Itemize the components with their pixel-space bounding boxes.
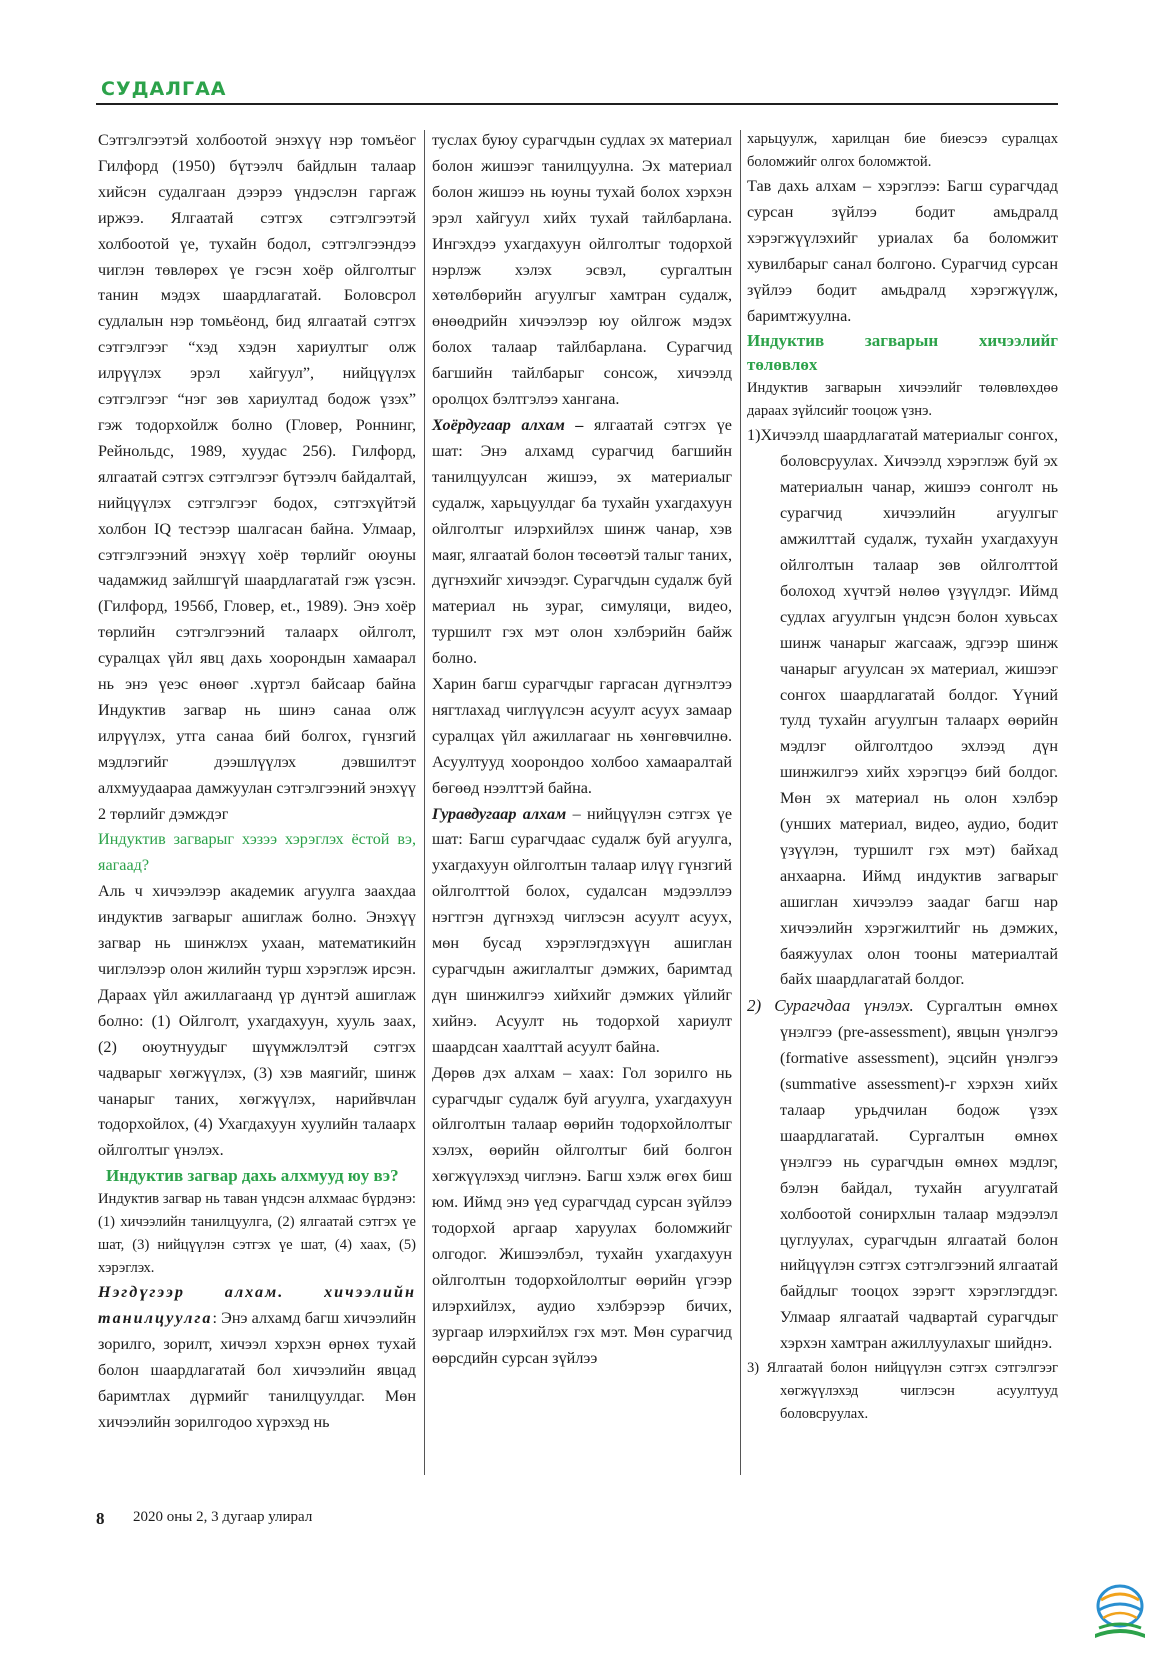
- step-title: Нэгдүгээр алхам. хичээлийн танилцуулга: [98, 1283, 416, 1328]
- header-rule: [96, 103, 1058, 105]
- paragraph: Индуктив загвар нь таван үндсэн алхмаас бүрдэнэ: (1) хичээлийн танилцуулга, (2) ялгаатай сэтгэх үе шат, (3) нийцүүлэн сэтгэх үе шат, (4) хаах, (5) хэрэглэх.: [98, 1191, 416, 1277]
- list-item: [747, 993, 1058, 1357]
- paragraph: Аль ч хичээлээр академик агуулга заахдаа индуктив загварыг ашиглаж болно. Энэхүү загвар нь шинжлэх ухаан, математикийн чиглэлээр олон жилийн турш хэрэглэж ирсэн. Дараах үйл ажиллагаанд үр дүнтэй ашиглаж болно: (1) Ойлголт, ухагдахуун, хууль заах, (2) оюутнуудыг шүүмжлэлтэй сэтгэх чадварыг хөгжүүлэх, (3) хэв маягийг, шинж чанарыг таних, хөгжүүлэх, нарийвчлан тодорхойлох, (4) Ухагдахуун хуулийн талаарх ойлголтыг үнэлэх.: [98, 882, 416, 1160]
- section-label: СУДАЛГАА: [101, 78, 227, 100]
- page-number: 8: [96, 1509, 105, 1528]
- list-item: 3) Ялгаатай болон нийцүүлэн сэтгэх сэтгэлгээг хөгжүүлэхэд чиглэсэн асуултууд боловсруулах.: [747, 1360, 1058, 1423]
- paragraph: Индуктив загварын хичээлийг төлөвлөхдөө дараах зүйлсийг тооцож үзнэ.: [747, 380, 1058, 420]
- column-divider: [424, 130, 425, 1475]
- column-3: [747, 128, 1058, 1426]
- issue-label: 2020 оны 2, 3 дугаар улирал: [133, 1509, 313, 1525]
- paragraph: [98, 1280, 416, 1435]
- paragraph: туслах буюу сурагчдын судлах эх материал болон жишээг танилцуулна. Эх материал болон жишээ нь юуны тухай болох хэрхэн эрэл хайгуул хийх тухай тайлбарлана. Ингэхдээ ухагдахуун ойлголтыг тодорхой нэрлэж хэлэх эсвэл, сургалтын хөтөлбөрийн агуулгыг хамтран судалж, өнөөдрийн хичээлээр юу ойлгож мэдэх болох талаар тайлбарлана. Сурагчид багшийн тайлбарыг сонсож, хичээлд оролцох бэлтгэлээ хангана.: [432, 131, 732, 409]
- paragraph: Сэтгэлгээтэй холбоотой энэхүү нэр томъёог Гилфорд (1950) бүтээлч байдлын талаар хийсэн судалгаан дээрээ үндэслэн гаргаж иржээ. Ялгаатай сэтгэх сэтгэлгээтэй холбоотой үе, тухайн бодол, сэтгэлгээндээ чиглэн төвлөрөх үе гэсэн хоёр ойлголтыг танин мэдэх шаардлагатай. Боловсрол судлалын нэр томьёонд, бид ялгаатай сэтгэх сэтгэлгээг “хэд хэдэн хариултыг олж илрүүлэх эрэл хайгуул”, нийцүүлэх сэтгэлгээг “нэг зөв хариултад бодож үзэх” гэж тодорхойлж болно (Гловер, Роннинг, Рейнольдс, 1989, хуудас 256). Гилфорд, ялгаатай сэтгэх сэтгэлгээг бүтээлч байдалтай, нийцүүлэх сэтгэлгээг бодох, сэтгэхүйтэй холбон IQ тестээр шалгасан байна. Улмаар, сэтгэлгээний энэхүү хоёр төрлийг оюуны чадамжид зайлшгүй шаардлагатай гэж үзсэн.(Гилфорд, 1956б, Гловер, et., 1989). Энэ хоёр төрлийн сэтгэлгээний талаарх ойлголт, суралцах үйл явц дахь хоорондын хамаарал нь энэ үеэс өнөөг .хүртэл байсаар байна Индуктив загвар нь шинэ санаа олж илрүүлэх, утга санаа бий болгох, гүнзгий мэдлэгийг дээшлүүлэх дэвшилтэт алхмуудаараа дамжуулан сэтгэлгээний энэхүү 2 төрлийг дэмждэг: [98, 131, 416, 823]
- paragraph: Тав дахь алхам – хэрэглээ: Багш сурагчдад сурсан зүйлээ бодит амьдралд хэрэгжүүлэхийг уриалах ба боломжит хувилбарыг санал болгоно. Сурагчид сурсан зүйлээ бодит амьдралд хэрэгжүүлж, баримтжуулна.: [747, 177, 1058, 325]
- step-text: – нийцүүлэн сэтгэх үе шат: Багш сурагчдаас судалж буй агуулга, ухагдахуун ойлголтын талаар илүү гүнзгий ойлголттой болох, судалсан мэдээллээ нэгтгэн дүгнэхэд чиглэсэн асуулт асуух, мөн бусад хэрэглэгдэхүүн ашиглан сурагчдын ажиглалтыг дэмжих, баримтад дүн шинжилгээ хийхийг дэмжих үйлийг хийнэ. Асуулт нь тодорхой хариулт шаардсан хаалттай асуулт байна.: [432, 804, 733, 1056]
- step-title: Гуравдугаар алхам: [432, 804, 567, 823]
- list-item: 1)Хичээлд шаардлагатай материалыг сонгох, боловсруулах. Хичээлд хэрэглэж буй эх материалын чанар, жишээ сонголт нь сурагчид хичээлийн агуулгыг амжилттай судалж, тухайн ухагдахуун ойлголтын талаар зөв ойлголттой болоход хүчтэй нөлөө үзүүлдэг. Иймд судлах агуулгын үндсэн болон хувьсах шинж чанарыг жагсааж, эдгээр шинж чанарыг агуулсан эх материал, жишээг сонгох шаардлагатай болдог. Үүний тулд тухайн агуулгын талаарх өөрийн мэдлэг ойлголтдоо эхлээд дүн шинжилгээ хийх хэрэгцээ бий болдог. Мөн эх материал нь олон хэлбэр (унших материал, видео, аудио, бодит үзүүлэн, туршилт гэх мэт) байхад анхаарна. Иймд индуктив загварыг ашиглан хичээлээ заадаг багш нар хичээлийн хэрэгжилтийг нь дэмжих, баяжуулах олон тооны материалтай байх шаардлагатай болдог.: [747, 426, 1058, 989]
- section-heading: Индуктив загвар дахь алхмууд юу вэ?: [106, 1166, 399, 1186]
- item-text: Сургалтын өмнөх үнэлгээ (pre-assessment), явцын үнэлгээ (formative assessment), эцсийн үнэлгээ (summative assessment)-г хэрхэн хийх талаар урьдчилан бодож үзэх шаардлагатай. Сургалтын өмнөх үнэлгээ нь сурагчдын өмнөх мэдлэг, бэлэн байдал, тухайн агуулгатай холбоотой сонирхлын талаар мэдээлэл цуглуулах, сурагчдын ялгаатай болон нийцүүлэн сэтгэх сэтгэлгээний ялгаатай байдлыг тооцох зэрэгт хэрэглэгддэг. Улмаар ялгаатай чадвартай сурагчдыг хэрхэн хамтран ажиллуулахыг шийднэ.: [780, 997, 1058, 1353]
- paragraph: [432, 413, 732, 672]
- step-text: : Энэ алхамд багш хичээлийн зорилго, зорилт, хичээл хэрхэн өрнөх тухай болон шаардлагатай бол хичээлийн явцад баримтлах дүрмийг танилцуулдаг. Мөн хичээлийн зорилгодоо хүрэхэд нь: [98, 1309, 416, 1431]
- paragraph: [432, 802, 732, 1061]
- column-2: [432, 128, 732, 1372]
- paragraph: Харин багш сурагчдыг гаргасан дүгнэлтээ нягтлахад чиглүүлсэн асуулт асуух замаар суралцах үйл ажиллагааг нь хөнгөвчилнө. Асуултууд хоорондоо холбоо хамааралтай бөгөөд нээлттэй байна.: [432, 675, 732, 797]
- paragraph: Дөрөв дэх алхам – хаах: Гол зорилго нь сурагчдыг судалж буй агуулга, ухагдахуун ойлголтын талаар өөрийн тодорхойлолтыг хэлэх, өөрийн ойлголтыг бий болгон хөгжүүлэхэд чиглэнэ. Багш хэлж өгөх биш юм. Иймд энэ үед сурагчдад сурсан зүйлээ тодорхой аргаар харуулах боломжийг олгодог. Жишээлбэл, тухайн ухагдахуун ойлголтын тодорхойлолтыг өөрийн үгээр илэрхийлэх, аудио хэлбэрээр бичих, зургаар илэрхийлэх гэх мэт. Мөн сурагчид өөрсдийн сурсан зүйлээ: [432, 1063, 732, 1367]
- question-heading: Индуктив загварыг хэзээ хэрэглэх ёстой вэ, яагаад?: [98, 830, 416, 875]
- step-title: Хоёрдугаар алхам –: [432, 415, 584, 434]
- section-heading: Индуктив загварын хичээлийг төлөвлөх: [747, 331, 1058, 375]
- paragraph: харьцуулж, харилцан бие биеэсээ суралцах боломжийг олгох боломжтой.: [747, 131, 1058, 170]
- globe-book-logo-icon: [1087, 1578, 1153, 1644]
- item-title: 2) Сурагчдаа үнэлэх.: [747, 996, 914, 1016]
- column-1: [98, 128, 416, 1436]
- column-divider: [740, 130, 741, 1475]
- step-text: ялгаатай сэтгэх үе шат: Энэ алхамд сурагчид багшийн танилцуулсан жишээ, эх материалыг судалж, харьцуулдаг ба тухайн ухагдахуун ойлголтыг илэрхийлэх шинж чанар, хэв маяг, ялгаатай болон төсөөтэй талыг таних, дүгнэхийг хичээдэг. Сурагчдын судалж буй материал нь зураг, симуляци, видео, туршилт гэх мэт олон хэлбэрийн байж болно.: [432, 415, 732, 668]
